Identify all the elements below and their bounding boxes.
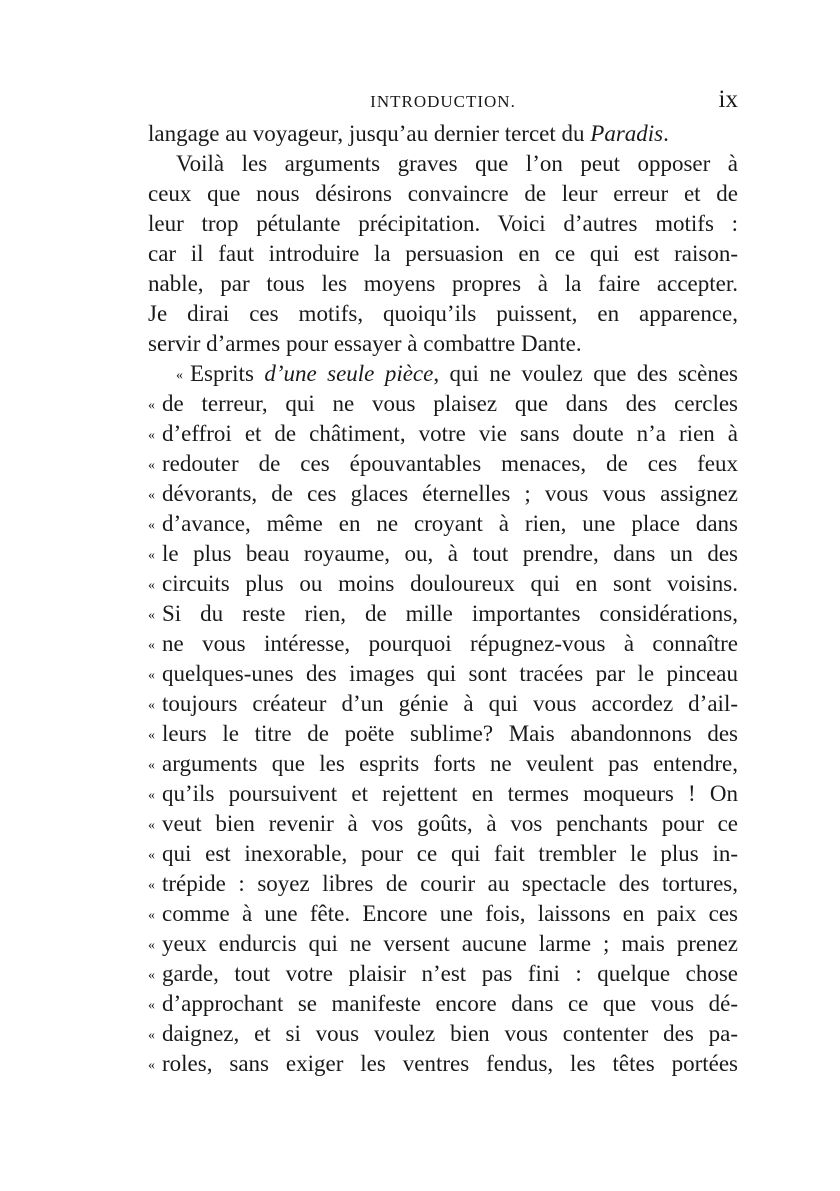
text-line [148,659,738,689]
line-text: langage au voyageur, jusqu’au dernier tercet du Paradis. [148,121,669,146]
quote-mark: « [148,757,155,773]
line-text: Je dirai ces motifs, quoiqu’ils puissent, en apparence, [148,301,738,326]
text-line [148,179,738,209]
text-line [148,929,738,959]
line-text: le plus beau royaume, ou, à tout prendre, dans un des [162,541,738,566]
line-text: yeux endurcis qui ne versent aucune larme ; mais prenez [162,931,738,956]
text-line [148,449,738,479]
quote-mark: « [176,367,183,383]
text-line [148,1019,738,1049]
line-text: quelques-unes des images qui sont tracées par le pinceau [162,661,738,686]
line-text: daignez, et si vous voulez bien vous contenter des pa- [162,1021,738,1046]
text-line [148,599,738,629]
line-text: d’effroi et de châtiment, votre vie sans doute n’a rien à [162,421,738,446]
quote-mark: « [148,847,155,863]
quote-mark: « [148,667,155,683]
quote-mark: « [148,457,155,473]
quote-mark: « [148,427,155,443]
text-line [148,959,738,989]
line-text: qui est inexorable, pour ce qui fait trembler le plus in- [162,841,738,866]
text-line [148,869,738,899]
body-text [148,119,738,1079]
text-line [148,839,738,869]
quote-mark: « [148,517,155,533]
line-text: dévorants, de ces glaces éternelles ; vous vous assignez [162,481,738,506]
text-line [148,989,738,1019]
text-line [148,569,738,599]
quote-mark: « [148,967,155,983]
text-line [148,329,738,359]
line-text: redouter de ces épouvantables menaces, de ces feux [162,451,738,476]
quote-mark: « [148,607,155,623]
line-text: leur trop pétulante précipitation. Voici d’autres motifs : [148,211,738,236]
text-line [148,419,738,449]
quote-mark: « [148,637,155,653]
running-header [148,86,738,116]
quote-mark: « [148,1027,155,1043]
quote-mark: « [148,817,155,833]
line-text: Si du reste rien, de mille importantes considérations, [162,601,738,626]
line-text: servir d’armes pour essayer à combattre Dante. [148,331,582,356]
text-line [148,539,738,569]
text-line [148,149,738,179]
text-line [148,899,738,929]
line-text: ne vous intéresse, pourquoi répugnez-vous à connaître [162,631,738,656]
text-line [148,359,738,389]
quote-mark: « [148,547,155,563]
quote-mark: « [148,577,155,593]
line-text: ceux que nous désirons convaincre de leur erreur et de [148,181,738,206]
line-text: car il faut introduire la persuasion en ce qui est raison- [148,241,738,266]
quote-mark: « [148,397,155,413]
line-text: qu’ils poursuivent et rejettent en termes moqueurs ! On [162,781,738,806]
page-number: ix [718,86,738,113]
text-line [148,749,738,779]
text-line [148,209,738,239]
line-text: Voilà les arguments graves que l’on peut opposer à [176,151,738,176]
line-text: veut bien revenir à vos goûts, à vos penchants pour ce [162,811,738,836]
text-line [148,1049,738,1079]
text-line [148,389,738,419]
running-title: INTRODUCTION. [370,92,516,111]
quote-mark: « [148,907,155,923]
quote-mark: « [148,997,155,1013]
line-text: roles, sans exiger les ventres fendus, les têtes portées [162,1051,738,1076]
line-text: d’approchant se manifeste encore dans ce que vous dé- [162,991,738,1016]
line-text: toujours créateur d’un génie à qui vous accordez d’ail- [162,691,738,716]
quote-mark: « [148,697,155,713]
quote-mark: « [148,1057,155,1073]
line-text: circuits plus ou moins douloureux qui en sont voisins. [162,571,738,596]
text-line [148,719,738,749]
line-text: trépide : soyez libres de courir au spectacle des tortures, [162,871,738,896]
line-text: de terreur, qui ne vous plaisez que dans des cercles [162,391,738,416]
text-line [148,509,738,539]
text-line [148,239,738,269]
text-line [148,779,738,809]
quote-mark: « [148,877,155,893]
quote-mark: « [148,727,155,743]
text-line [148,269,738,299]
quote-mark: « [148,787,155,803]
text-line [148,299,738,329]
line-text: Esprits d’une seule pièce, qui ne voulez que des scènes [190,361,738,386]
text-line [148,629,738,659]
line-text: arguments que les esprits forts ne veulent pas entendre, [162,751,738,776]
line-text: d’avance, même en ne croyant à rien, une place dans [162,511,738,536]
quote-mark: « [148,487,155,503]
text-line [148,809,738,839]
text-line [148,479,738,509]
line-text: garde, tout votre plaisir n’est pas fini : quelque chose [162,961,738,986]
quote-mark: « [148,937,155,953]
line-text: nable, par tous les moyens propres à la faire accepter. [148,271,738,296]
text-line [148,119,738,149]
text-line [148,689,738,719]
line-text: comme à une fête. Encore une fois, laissons en paix ces [162,901,738,926]
line-text: leurs le titre de poëte sublime? Mais abandonnons des [162,721,738,746]
